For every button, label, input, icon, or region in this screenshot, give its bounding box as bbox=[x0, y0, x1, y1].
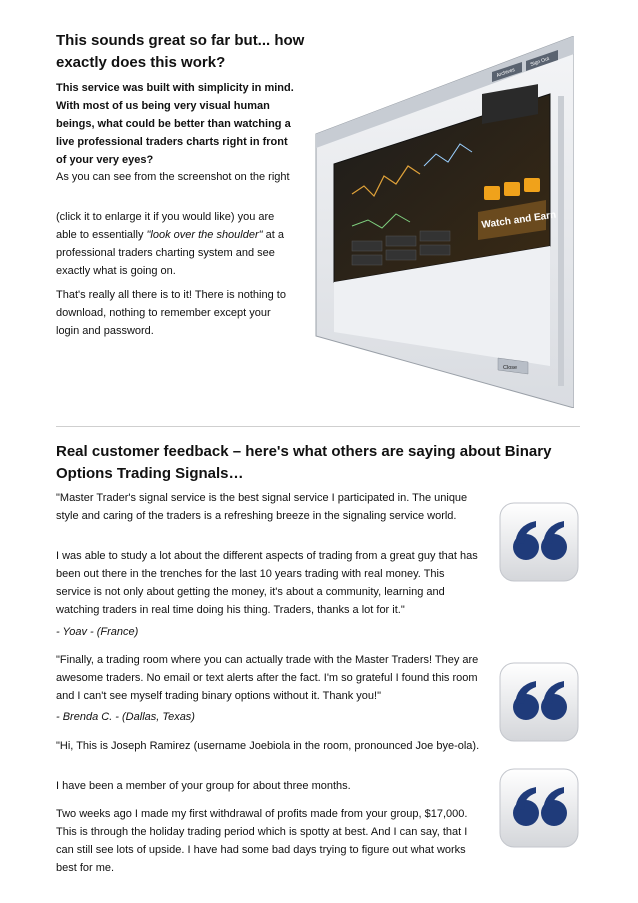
tab-sign-out-label: Sign Out bbox=[529, 55, 551, 68]
watch-and-earn-banner: Watch and Earn bbox=[480, 209, 557, 231]
testimonial-2-author bbox=[56, 708, 480, 726]
quote-icon bbox=[498, 661, 580, 743]
section-heading-feedback: Real customer feedback – here's what others are saying about Binary Options Trading Signals… bbox=[56, 443, 552, 482]
intro-paragraph: This service was built with simplicity in mind. With most of us being very visual human beings, what could be better than watching a live professional traders charts right in front of your very eyes? bbox=[56, 82, 294, 166]
testimonial-3-paragraph-1: "Hi, This is Joseph Ramirez (username Joebiola in the room, pronounced Joe bye-ola). bbox=[56, 740, 480, 752]
testimonial-1-paragraph-2: I was able to study a lot about the different aspects of trading from a great guy that has been out there in the trenches for the last 10 years trading with real money. This service is not only about getting the money, it's about a community, learning and watching traders in real time doing his thing. Traders, thanks a lot for it." bbox=[56, 550, 478, 616]
emphasis-quote: "look over the shoulder" bbox=[146, 229, 263, 241]
testimonial-1-author bbox=[56, 623, 480, 641]
testimonial-1-paragraph-1: "Master Trader's signal service is the best signal service I participated in. The unique style and caring of the traders is a refreshing breeze in the signaling service world. bbox=[56, 492, 468, 522]
paragraph-text: (click it to enlarge it if you would like) you are able to essentially bbox=[56, 211, 275, 241]
paragraph-screenshot-note: As you can see from the screenshot on the right bbox=[56, 171, 290, 183]
paragraph-look-over-shoulder bbox=[56, 208, 292, 280]
close-button-label: Close bbox=[503, 365, 518, 371]
testimonial-2-paragraph-1: "Finally, a trading room where you can actually trade with the Master Traders! They are awesome traders. No email or text alerts after the fact. I'm so grateful I found this room and I can't see myself trading binary options without it. Thank you!" bbox=[56, 654, 479, 702]
scrollbar[interactable] bbox=[558, 96, 564, 386]
paragraph-text: at a professional traders charting system and see exactly what is going on. bbox=[56, 229, 284, 277]
quote-icon bbox=[498, 767, 580, 849]
author-name: - Brenda C. - (Dallas, Texas) bbox=[56, 711, 195, 723]
tab-archives-label: Archives bbox=[495, 66, 516, 79]
section-heading-how-it-works: This sounds great so far but... how exactly does this work? bbox=[56, 32, 305, 71]
author-name: - Yoav - (France) bbox=[56, 626, 139, 638]
quote-icon bbox=[498, 501, 580, 583]
section-divider bbox=[56, 426, 580, 427]
paragraph-nothing-to-download: That's really all there is to it! There is nothing to download, nothing to remember except your login and password. bbox=[56, 289, 286, 337]
testimonial-3-paragraph-2: I have been a member of your group for about three months. bbox=[56, 780, 351, 792]
trading-room-screenshot[interactable] bbox=[312, 36, 574, 408]
testimonial-3-paragraph-3: Two weeks ago I made my first withdrawal of profits made from your group, $17,000. This is through the holiday trading period which is spotty at best. And I can say, that I can still see lots of upside. I have had some bad days trying to figure out what works best for me. bbox=[56, 808, 468, 874]
